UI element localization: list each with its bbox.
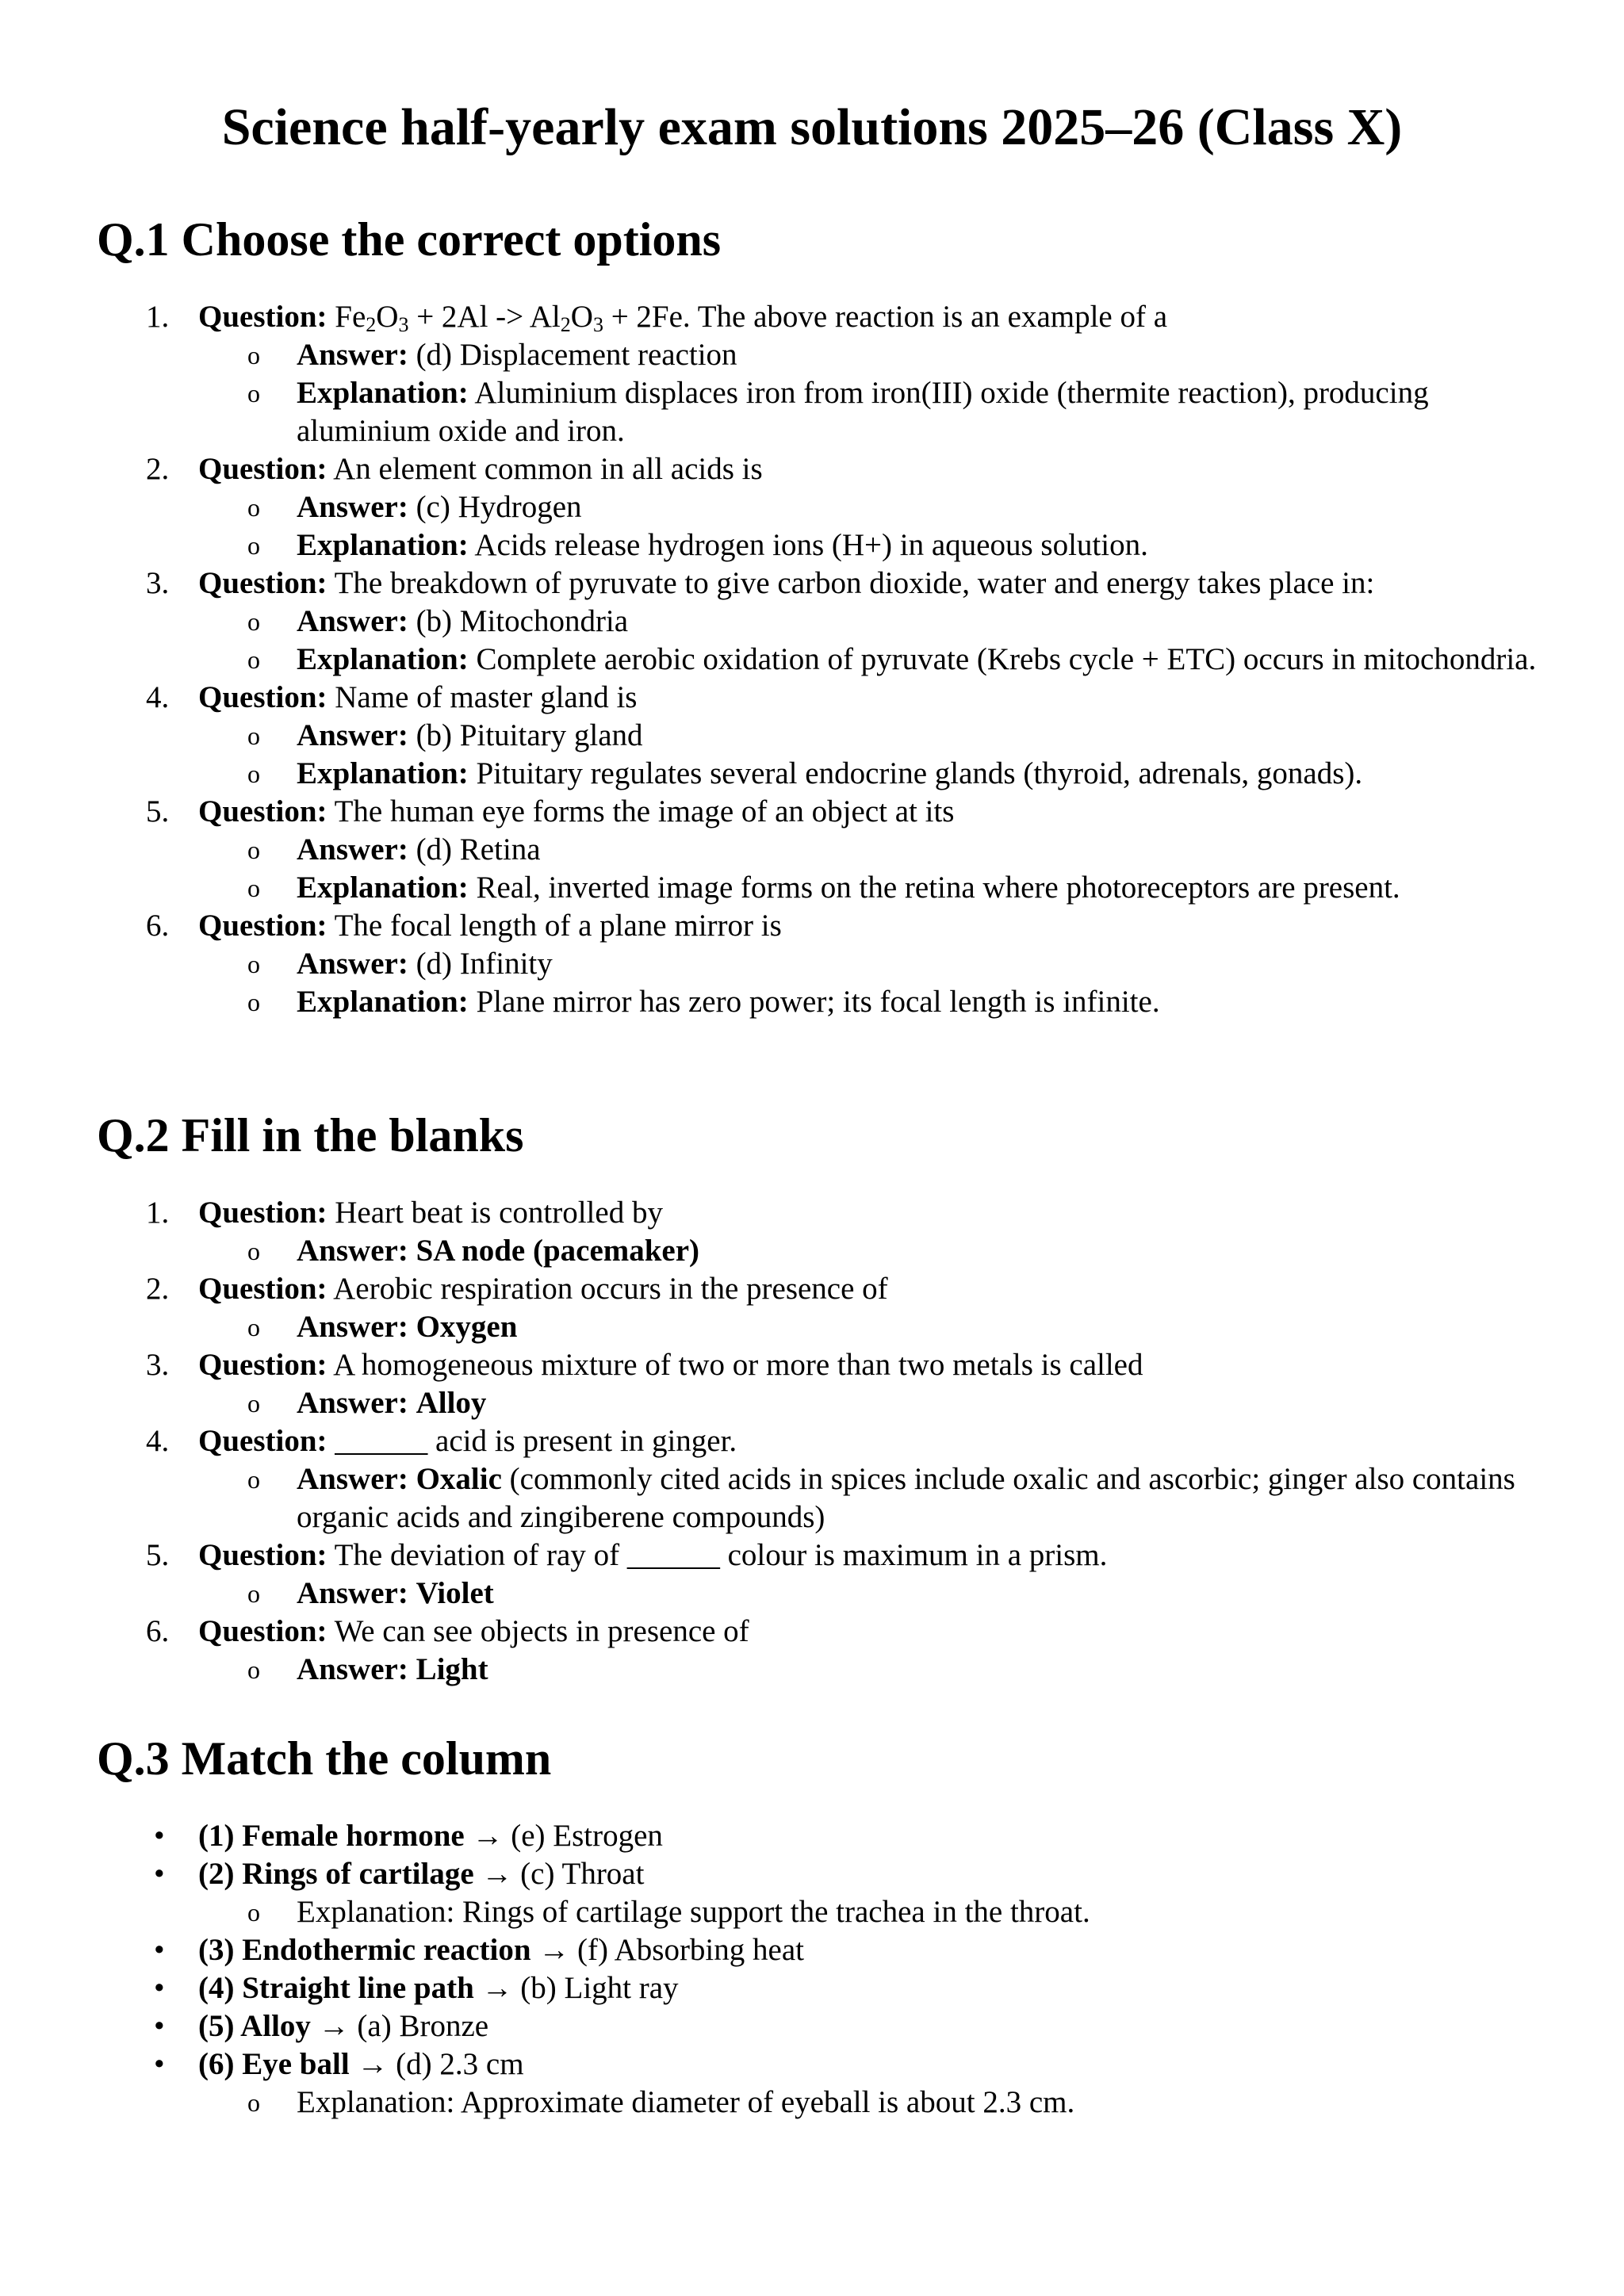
sub-list <box>198 1308 1545 1346</box>
answer-line <box>97 1460 1545 1536</box>
sub-list <box>198 717 1545 793</box>
question-label: Question: <box>198 1614 327 1648</box>
section-q3 <box>97 1732 1545 2122</box>
answer-label: Answer: <box>297 1652 408 1686</box>
answer-label: Answer: <box>297 490 408 524</box>
sub-bullet: o <box>247 1237 260 1265</box>
answer-text: Oxalic <box>416 1462 502 1496</box>
section-heading-q2: Q.2 Fill in the blanks <box>97 1109 524 1161</box>
match-item-5 <box>97 2007 1545 2045</box>
item-number: 6. <box>146 1614 170 1648</box>
sub-bullet: o <box>247 379 260 408</box>
q2-item-2 <box>97 1270 1545 1346</box>
explanation-text: Acids release hydrogen ions (H+) in aqueous solution. <box>474 528 1148 562</box>
answer-text: SA node (pacemaker) <box>416 1234 700 1268</box>
item-number: 2. <box>146 1272 170 1306</box>
answer-label: Answer: <box>297 947 408 981</box>
sub-list <box>198 336 1545 450</box>
explanation-label: Explanation: <box>297 756 469 790</box>
answer-label: Answer: <box>297 1576 408 1610</box>
sub-bullet: o <box>247 988 260 1016</box>
item-number: 1. <box>146 300 170 334</box>
match-item-2 <box>97 1855 1545 1931</box>
question-text: We can see objects in presence of <box>334 1614 749 1648</box>
document-title: Science half-yearly exam solutions 2025–26 (Class X) <box>221 98 1403 156</box>
explanation-label: Explanation: <box>297 985 469 1019</box>
question-text: The focal length of a plane mirror is <box>334 909 782 943</box>
sub-list <box>198 1384 1545 1422</box>
q1-item-2 <box>97 450 1545 564</box>
question-text: The deviation of ray of ______ colour is maximum in a prism. <box>334 1538 1108 1572</box>
section-heading-q3: Q.3 Match the column <box>97 1732 552 1785</box>
match-left: (5) Alloy <box>198 2009 311 2043</box>
sub-list <box>198 488 1545 564</box>
q2-item-4 <box>97 1422 1545 1536</box>
q2-list <box>97 1194 1545 1689</box>
item-number: 5. <box>146 794 170 828</box>
section-heading-q1: Q.1 Choose the correct options <box>97 213 722 266</box>
question-label: Question: <box>198 452 327 486</box>
question-text: The human eye forms the image of an object at its <box>334 794 955 828</box>
sub-bullet: o <box>247 645 260 674</box>
q1-item-4 <box>97 679 1545 793</box>
answer-line <box>97 336 1545 374</box>
explanation-line <box>97 526 1545 564</box>
question-text: Aerobic respiration occurs in the presence of <box>333 1272 888 1306</box>
sub-list <box>198 2084 1545 2122</box>
explanation-text: Explanation: Approximate diameter of eyeball is about 2.3 cm. <box>297 2085 1075 2119</box>
q1-item-5 <box>97 793 1545 907</box>
answer-label: Answer: <box>297 1234 408 1268</box>
explanation-text: Aluminium displaces iron from iron(III) oxide (thermite reaction), producing aluminium oxide and iron. <box>297 376 1429 448</box>
explanation-line <box>97 869 1545 907</box>
explanation-label: Explanation: <box>297 642 469 676</box>
question-text: ______ acid is present in ginger. <box>335 1424 737 1458</box>
item-number: 1. <box>146 1196 170 1230</box>
answer-line <box>97 717 1545 755</box>
answer-note: (commonly cited acids in spices include oxalic and ascorbic; ginger also contains organic acids and zingiberene compounds) <box>297 1462 1515 1534</box>
q2-item-1 <box>97 1194 1545 1270</box>
answer-label: Answer: <box>297 718 408 752</box>
answer-line <box>97 831 1545 869</box>
explanation-text: Pituitary regulates several endocrine glands (thyroid, adrenals, gonads). <box>476 756 1363 790</box>
question-label: Question: <box>198 1196 327 1230</box>
sub-bullet: o <box>247 836 260 864</box>
answer-label: Answer: <box>297 1462 408 1496</box>
q2-item-5 <box>97 1536 1545 1613</box>
answer-text: (d) Displacement reaction <box>416 338 737 372</box>
item-number: 2. <box>146 452 170 486</box>
question-text: $Fe_2O_3 + 2Al -> Al_2O_3 + 2Fe$. The above reaction is an example of a <box>335 300 1168 336</box>
sub-list <box>198 1575 1545 1613</box>
answer-text: Light <box>416 1652 488 1686</box>
explanation-text: Plane mirror has zero power; its focal length is infinite. <box>476 985 1160 1019</box>
answer-line <box>97 1384 1545 1422</box>
bullet: • <box>154 1857 165 1891</box>
question-label: Question: <box>198 1348 327 1382</box>
sub-list <box>198 1232 1545 1270</box>
answer-line <box>97 1651 1545 1689</box>
sub-bullet: o <box>247 1313 260 1341</box>
explanation-line <box>97 2084 1545 2122</box>
explanation-line <box>97 755 1545 793</box>
sub-bullet: o <box>247 493 260 522</box>
explanation-line <box>97 641 1545 679</box>
question-label: Question: <box>198 794 327 828</box>
sub-list <box>198 1651 1545 1689</box>
explanation-text: Complete aerobic oxidation of pyruvate (Krebs cycle + ETC) occurs in mitochondria. <box>476 642 1537 676</box>
sub-bullet: o <box>247 950 260 978</box>
match-left: (2) Rings of cartilage <box>198 1857 474 1891</box>
match-left: (3) Endothermic reaction <box>198 1933 531 1967</box>
answer-text: Alloy <box>416 1386 487 1420</box>
answer-text: (d) Retina <box>416 832 541 867</box>
question-label: Question: <box>198 680 327 714</box>
question-label: Question: <box>198 1424 327 1458</box>
question-label: Question: <box>198 300 327 334</box>
section-q1 <box>97 213 1545 1021</box>
sub-bullet: o <box>247 1655 260 1684</box>
bullet: • <box>154 2009 165 2043</box>
sub-list <box>198 1460 1545 1536</box>
match-left: (6) Eye ball <box>198 2047 350 2081</box>
match-item-1 <box>97 1817 1545 1855</box>
answer-text: (d) Infinity <box>416 947 553 981</box>
answer-text: Violet <box>416 1576 494 1610</box>
item-number: 6. <box>146 909 170 943</box>
explanation-label: Explanation: <box>297 871 469 905</box>
sub-bullet: o <box>247 1389 260 1418</box>
question-label: Question: <box>198 1538 327 1572</box>
answer-label: Answer: <box>297 604 408 638</box>
sub-bullet: o <box>247 721 260 750</box>
answer-line <box>97 603 1545 641</box>
sub-bullet: o <box>247 2088 260 2117</box>
sub-bullet: o <box>247 874 260 902</box>
match-left: (1) Female hormone <box>198 1819 465 1853</box>
q1-item-1 <box>97 298 1545 450</box>
sub-list <box>198 1893 1545 1931</box>
bullet: • <box>154 1933 165 1967</box>
item-number: 3. <box>146 566 170 600</box>
q2-item-3 <box>97 1346 1545 1422</box>
answer-text: (c) Hydrogen <box>416 490 582 524</box>
match-right: → (c) Throat <box>481 1857 645 1891</box>
bullet: • <box>154 1971 165 2005</box>
question-text: Heart beat is controlled by <box>335 1196 663 1230</box>
answer-line <box>97 945 1545 983</box>
match-right: → (d) 2.3 cm <box>357 2047 524 2081</box>
explanation-text: Explanation: Rings of cartilage support the trachea in the throat. <box>297 1895 1090 1929</box>
match-item-3 <box>97 1931 1545 1969</box>
question-text: An element common in all acids is <box>333 452 763 486</box>
match-item-4 <box>97 1969 1545 2007</box>
item-number: 4. <box>146 1424 170 1458</box>
answer-line <box>97 488 1545 526</box>
q3-list <box>97 1817 1545 2122</box>
explanation-label: Explanation: <box>297 376 469 410</box>
sub-bullet: o <box>247 1465 260 1494</box>
q1-item-6 <box>97 907 1545 1021</box>
sub-list <box>198 945 1545 1021</box>
q1-item-3 <box>97 564 1545 679</box>
question-text: Name of master gland is <box>335 680 638 714</box>
explanation-line <box>97 983 1545 1021</box>
question-text: A homogeneous mixture of two or more than two metals is called <box>333 1348 1143 1382</box>
sub-bullet: o <box>247 607 260 636</box>
sub-bullet: o <box>247 1579 260 1608</box>
answer-label: Answer: <box>297 832 408 867</box>
q1-list <box>97 298 1545 1021</box>
sub-bullet: o <box>247 1898 260 1927</box>
q2-item-6 <box>97 1613 1545 1689</box>
item-number: 3. <box>146 1348 170 1382</box>
question-label: Question: <box>198 566 327 600</box>
question-label: Question: <box>198 909 327 943</box>
item-number: 5. <box>146 1538 170 1572</box>
sub-bullet: o <box>247 341 260 369</box>
bullet: • <box>154 1819 165 1853</box>
explanation-text: Real, inverted image forms on the retina where photoreceptors are present. <box>476 871 1400 905</box>
explanation-line <box>97 1893 1545 1931</box>
sub-list <box>198 603 1545 679</box>
answer-text: (b) Pituitary gland <box>416 718 643 752</box>
explanation-line <box>97 374 1545 450</box>
answer-line <box>97 1308 1545 1346</box>
answer-label: Answer: <box>297 1310 408 1344</box>
answer-label: Answer: <box>297 1386 408 1420</box>
item-number: 4. <box>146 680 170 714</box>
match-left: (4) Straight line path <box>198 1971 474 2005</box>
match-right: → (b) Light ray <box>481 1971 679 2005</box>
answer-line <box>97 1575 1545 1613</box>
explanation-label: Explanation: <box>297 528 469 562</box>
answer-text: (b) Mitochondria <box>416 604 629 638</box>
answer-label: Answer: <box>297 338 408 372</box>
answer-text: Oxygen <box>416 1310 518 1344</box>
match-right: → (a) Bronze <box>318 2009 489 2043</box>
sub-bullet: o <box>247 531 260 560</box>
question-label: Question: <box>198 1272 327 1306</box>
sub-list <box>198 831 1545 907</box>
answer-line <box>97 1232 1545 1270</box>
match-right: → (e) Estrogen <box>472 1819 663 1853</box>
match-right: → (f) Absorbing heat <box>538 1933 804 1967</box>
question-text: The breakdown of pyruvate to give carbon dioxide, water and energy takes place in: <box>334 566 1375 600</box>
section-q2 <box>97 1109 1545 1689</box>
bullet: • <box>154 2047 165 2081</box>
match-item-6 <box>97 2045 1545 2122</box>
sub-bullet: o <box>247 760 260 788</box>
